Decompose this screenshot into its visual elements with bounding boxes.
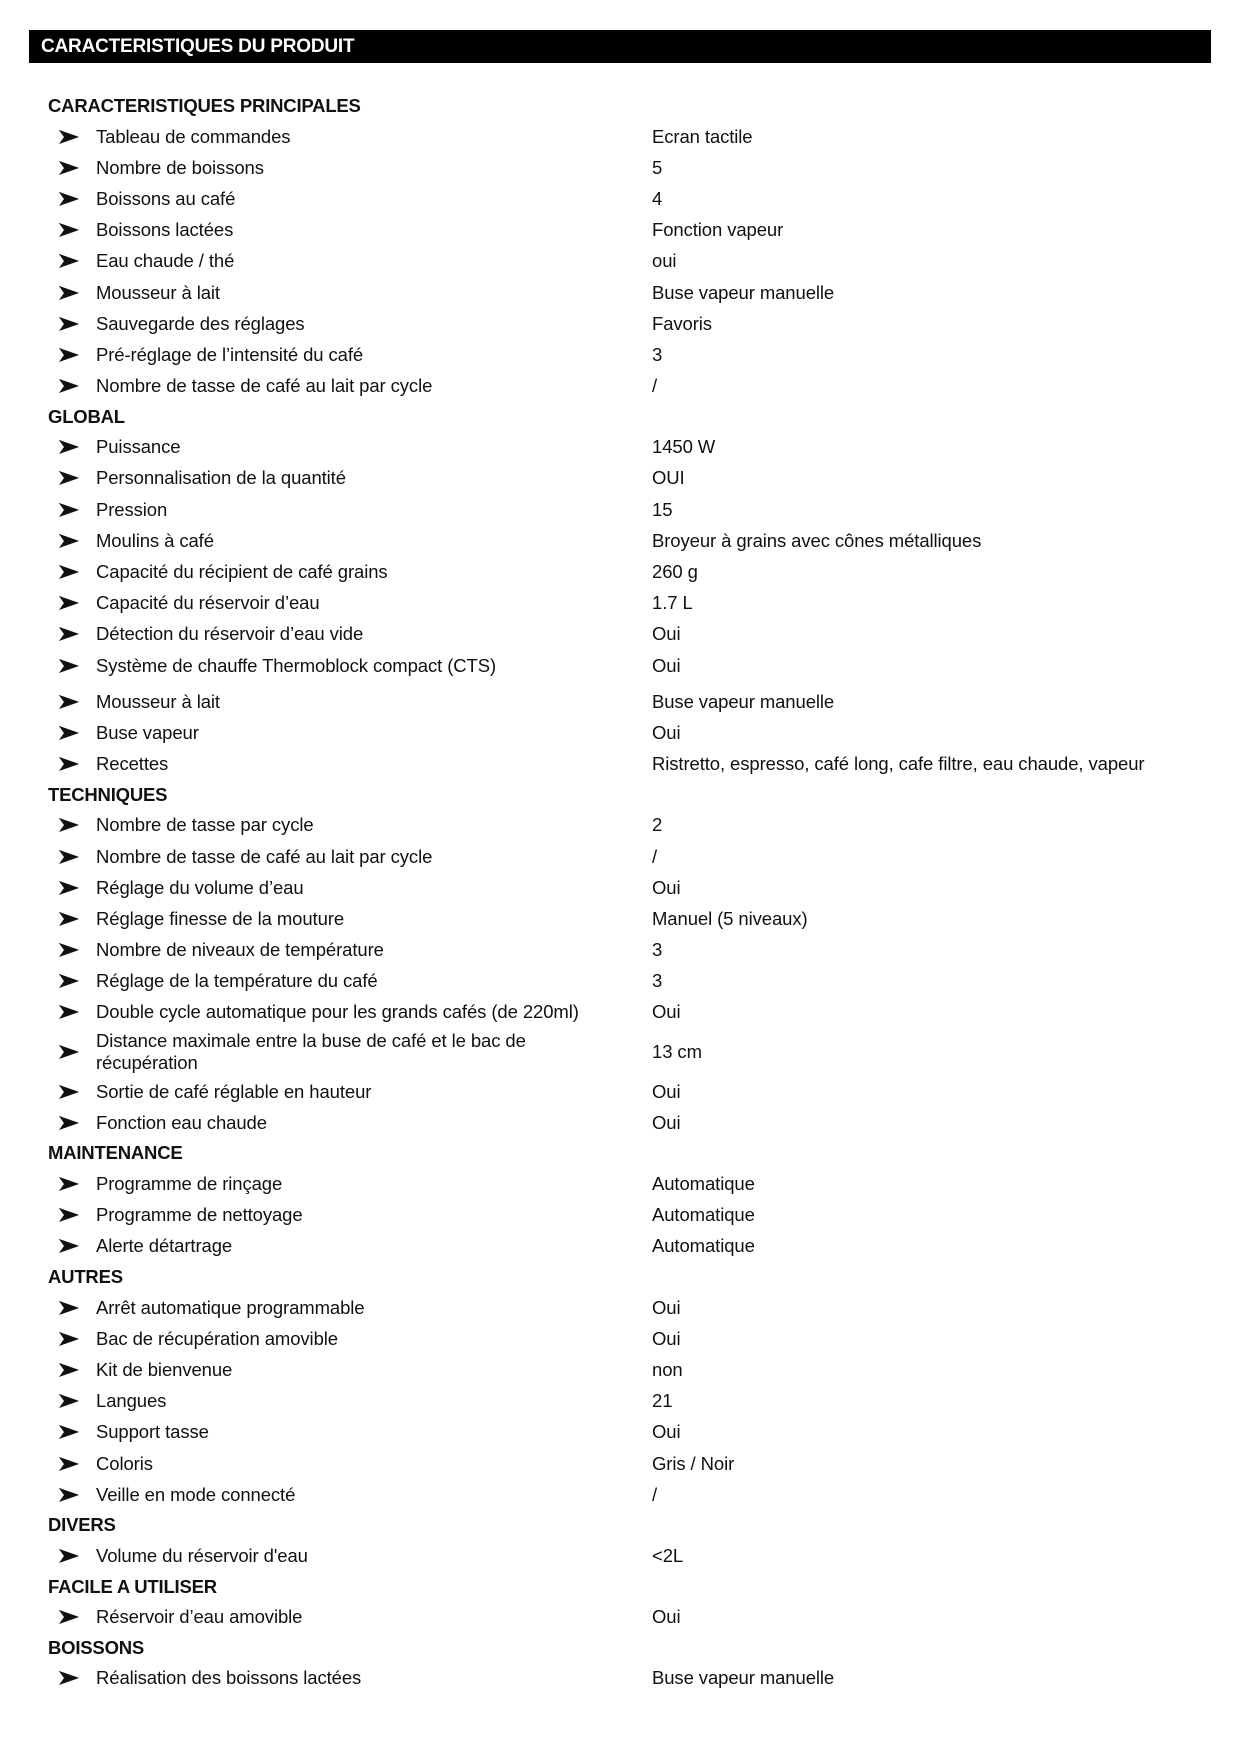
spec-value: Oui: [652, 876, 681, 898]
spec-label: Détection du réservoir d’eau vide: [96, 623, 364, 645]
spec-label: Langues: [96, 1390, 167, 1412]
spec-label: Arrêt automatique programmable: [96, 1296, 365, 1318]
section-heading: FACILE A UTILISER: [48, 1575, 217, 1597]
spec-row: [0, 246, 1241, 277]
spec-value: Fonction vapeur: [652, 219, 784, 241]
arrowhead-bullet-icon: [58, 1331, 80, 1347]
arrowhead-bullet-icon: [58, 533, 80, 549]
spec-row: [0, 556, 1241, 587]
section-heading: TECHNIQUES: [48, 783, 168, 805]
spec-row: [0, 308, 1241, 339]
spec-label: Nombre de niveaux de température: [96, 939, 384, 961]
spec-value: Automatique: [652, 1173, 755, 1195]
spec-value: Oui: [652, 1001, 681, 1023]
spec-row: [0, 371, 1241, 402]
spec-value: 5: [652, 156, 663, 178]
arrowhead-bullet-icon: [58, 880, 80, 896]
spec-label: Veille en mode connecté: [96, 1483, 296, 1505]
spec-label: Distance maximale entre la buse de café et le bac de récupération: [96, 1030, 526, 1074]
spec-value: 4: [652, 187, 663, 209]
spec-row: [0, 903, 1241, 934]
arrowhead-bullet-icon: [58, 1487, 80, 1503]
spec-label: Puissance: [96, 436, 181, 458]
spec-row: [0, 1663, 1241, 1694]
spec-value: /: [652, 375, 658, 397]
spec-value: non: [652, 1358, 683, 1380]
spec-row: [0, 966, 1241, 997]
spec-value: 3: [652, 970, 663, 992]
arrowhead-bullet-icon: [58, 1084, 80, 1100]
spec-label: Réglage du volume d’eau: [96, 876, 304, 898]
spec-row: [0, 650, 1241, 681]
arrowhead-bullet-icon: [58, 756, 80, 772]
spec-value: 15: [652, 498, 673, 520]
spec-value: Oui: [652, 1327, 681, 1349]
spec-value: Oui: [652, 623, 681, 645]
spec-label: Personnalisation de la quantité: [96, 467, 346, 489]
arrowhead-bullet-icon: [58, 502, 80, 518]
spec-row: [0, 463, 1241, 494]
spec-label: Kit de bienvenue: [96, 1358, 233, 1380]
section-heading: BOISSONS: [48, 1636, 145, 1658]
spec-value: Oui: [652, 721, 681, 743]
arrowhead-bullet-icon: [58, 1044, 80, 1060]
spec-label: Support tasse: [96, 1421, 209, 1443]
spec-value: Oui: [652, 1606, 681, 1628]
spec-label: Réalisation des boissons lactées: [96, 1667, 362, 1689]
spec-row: [0, 1292, 1241, 1323]
arrowhead-bullet-icon: [58, 725, 80, 741]
spec-label: Volume du réservoir d'eau: [96, 1544, 308, 1566]
arrowhead-bullet-icon: [58, 347, 80, 363]
spec-row: [0, 432, 1241, 463]
spec-label: Tableau de commandes: [96, 125, 291, 147]
spec-row: [0, 1479, 1241, 1510]
arrowhead-bullet-icon: [58, 253, 80, 269]
spec-label: Nombre de tasse de café au lait par cycle: [96, 845, 433, 867]
spec-row: [0, 1168, 1241, 1199]
spec-row: [0, 1386, 1241, 1417]
spec-row: [0, 749, 1241, 780]
arrowhead-bullet-icon: [58, 658, 80, 674]
arrowhead-bullet-icon: [58, 1670, 80, 1686]
spec-value: /: [652, 1483, 658, 1505]
section-heading: GLOBAL: [48, 405, 125, 427]
spec-row: [0, 997, 1241, 1028]
arrowhead-bullet-icon: [58, 1362, 80, 1378]
spec-value: OUI: [652, 467, 685, 489]
spec-row: [0, 121, 1241, 152]
spec-row: [0, 1354, 1241, 1385]
arrowhead-bullet-icon: [58, 160, 80, 176]
spec-label: Programme de nettoyage: [96, 1204, 303, 1226]
arrowhead-bullet-icon: [58, 911, 80, 927]
spec-value: Oui: [652, 1080, 681, 1102]
spec-label: Moulins à café: [96, 529, 214, 551]
spec-row: [0, 1028, 1241, 1076]
spec-row: [0, 619, 1241, 650]
page-title: CARACTERISTIQUES DU PRODUIT: [29, 30, 1211, 63]
arrowhead-bullet-icon: [58, 1609, 80, 1625]
spec-row: [0, 872, 1241, 903]
arrowhead-bullet-icon: [58, 942, 80, 958]
spec-row: [0, 1540, 1241, 1571]
spec-value: Oui: [652, 654, 681, 676]
spec-row: [0, 1200, 1241, 1231]
spec-row: [0, 277, 1241, 308]
arrowhead-bullet-icon: [58, 470, 80, 486]
spec-row: [0, 494, 1241, 525]
spec-value: Ristretto, espresso, café long, cafe filtre, eau chaude, vapeur: [652, 753, 1145, 775]
spec-label: Capacité du réservoir d’eau: [96, 592, 320, 614]
spec-row: [0, 1323, 1241, 1354]
spec-row: [0, 152, 1241, 183]
arrowhead-bullet-icon: [58, 694, 80, 710]
spec-label: Système de chauffe Thermoblock compact (CTS): [96, 654, 497, 676]
arrowhead-bullet-icon: [58, 1424, 80, 1440]
spec-value: /: [652, 845, 658, 867]
spec-value: oui: [652, 250, 677, 272]
spec-row: [0, 1602, 1241, 1633]
arrowhead-bullet-icon: [58, 564, 80, 580]
spec-value: 1.7 L: [652, 592, 693, 614]
spec-label: Pression: [96, 498, 168, 520]
spec-value: 21: [652, 1390, 673, 1412]
spec-row: [0, 1231, 1241, 1262]
spec-row: [0, 1417, 1241, 1448]
arrowhead-bullet-icon: [58, 1004, 80, 1020]
arrowhead-bullet-icon: [58, 1115, 80, 1131]
arrowhead-bullet-icon: [58, 316, 80, 332]
spec-value: 260 g: [652, 561, 698, 583]
spec-label: Double cycle automatique pour les grands cafés (de 220ml): [96, 1001, 579, 1023]
section-heading: MAINTENANCE: [48, 1142, 183, 1164]
spec-label: Recettes: [96, 753, 169, 775]
spec-value: 2: [652, 814, 663, 836]
section-heading: DIVERS: [48, 1514, 116, 1536]
arrowhead-bullet-icon: [58, 1176, 80, 1192]
spec-label: Sortie de café réglable en hauteur: [96, 1080, 372, 1102]
spec-label: Mousseur à lait: [96, 690, 220, 712]
spec-value: Favoris: [652, 312, 712, 334]
spec-label: Alerte détartrage: [96, 1235, 233, 1257]
arrowhead-bullet-icon: [58, 817, 80, 833]
spec-label: Coloris: [96, 1452, 153, 1474]
arrowhead-bullet-icon: [58, 1393, 80, 1409]
spec-label: Programme de rinçage: [96, 1173, 283, 1195]
spec-value: Automatique: [652, 1235, 755, 1257]
spec-label: Boissons au café: [96, 187, 236, 209]
section-heading: AUTRES: [48, 1266, 123, 1287]
spec-row: [0, 841, 1241, 872]
arrowhead-bullet-icon: [58, 973, 80, 989]
arrowhead-bullet-icon: [58, 1207, 80, 1223]
spec-row: [0, 183, 1241, 214]
arrowhead-bullet-icon: [58, 1300, 80, 1316]
spec-row: [0, 1076, 1241, 1107]
spec-row: [0, 588, 1241, 619]
spec-label: Fonction eau chaude: [96, 1111, 267, 1133]
arrowhead-bullet-icon: [58, 1548, 80, 1564]
spec-value: Oui: [652, 1111, 681, 1133]
arrowhead-bullet-icon: [58, 439, 80, 455]
spec-value: <2L: [652, 1544, 684, 1566]
spec-label: Pré-réglage de l’intensité du café: [96, 343, 364, 365]
spec-value: Buse vapeur manuelle: [652, 1667, 835, 1689]
section-heading: CARACTERISTIQUES PRINCIPALES: [48, 95, 361, 116]
arrowhead-bullet-icon: [58, 849, 80, 865]
spec-row: [0, 686, 1241, 717]
spec-label: Eau chaude / thé: [96, 250, 235, 272]
arrowhead-bullet-icon: [58, 191, 80, 207]
spec-value: 1450 W: [652, 436, 716, 458]
arrowhead-bullet-icon: [58, 1456, 80, 1472]
spec-value: Manuel (5 niveaux): [652, 907, 808, 929]
arrowhead-bullet-icon: [58, 285, 80, 301]
spec-value: Automatique: [652, 1204, 755, 1226]
spec-value: 3: [652, 343, 663, 365]
spec-row: [0, 1448, 1241, 1479]
arrowhead-bullet-icon: [58, 626, 80, 642]
spec-label: Réglage de la température du café: [96, 970, 378, 992]
spec-row: [0, 1107, 1241, 1138]
arrowhead-bullet-icon: [58, 595, 80, 611]
spec-value: Broyeur à grains avec cônes métalliques: [652, 529, 982, 551]
spec-label: Nombre de tasse de café au lait par cycle: [96, 375, 433, 397]
spec-value: Oui: [652, 1421, 681, 1443]
spec-value: Gris / Noir: [652, 1452, 735, 1474]
spec-label: Réglage finesse de la mouture: [96, 907, 345, 929]
spec-row: [0, 525, 1241, 556]
spec-row: [0, 935, 1241, 966]
arrowhead-bullet-icon: [58, 129, 80, 145]
arrowhead-bullet-icon: [58, 222, 80, 238]
spec-label: Buse vapeur: [96, 721, 199, 743]
arrowhead-bullet-icon: [58, 1238, 80, 1254]
spec-label: Mousseur à lait: [96, 281, 220, 303]
spec-row: [0, 339, 1241, 370]
spec-label: Bac de récupération amovible: [96, 1327, 338, 1349]
spec-label: Boissons lactées: [96, 219, 234, 241]
spec-sections: [0, 91, 1241, 1694]
spec-value: Ecran tactile: [652, 125, 753, 147]
spec-row: [0, 215, 1241, 246]
spec-value: Buse vapeur manuelle: [652, 281, 835, 303]
spec-label: Nombre de tasse par cycle: [96, 814, 314, 836]
arrowhead-bullet-icon: [58, 378, 80, 394]
spec-value: 3: [652, 939, 663, 961]
spec-label: Nombre de boissons: [96, 156, 264, 178]
spec-value: 13 cm: [652, 1041, 702, 1063]
spec-label: Réservoir d’eau amovible: [96, 1606, 303, 1628]
spec-row: [0, 810, 1241, 841]
spec-label: Sauvegarde des réglages: [96, 312, 305, 334]
spec-value: Buse vapeur manuelle: [652, 690, 835, 712]
spec-row: [0, 717, 1241, 748]
spec-label: Capacité du récipient de café grains: [96, 561, 388, 583]
spec-value: Oui: [652, 1296, 681, 1318]
